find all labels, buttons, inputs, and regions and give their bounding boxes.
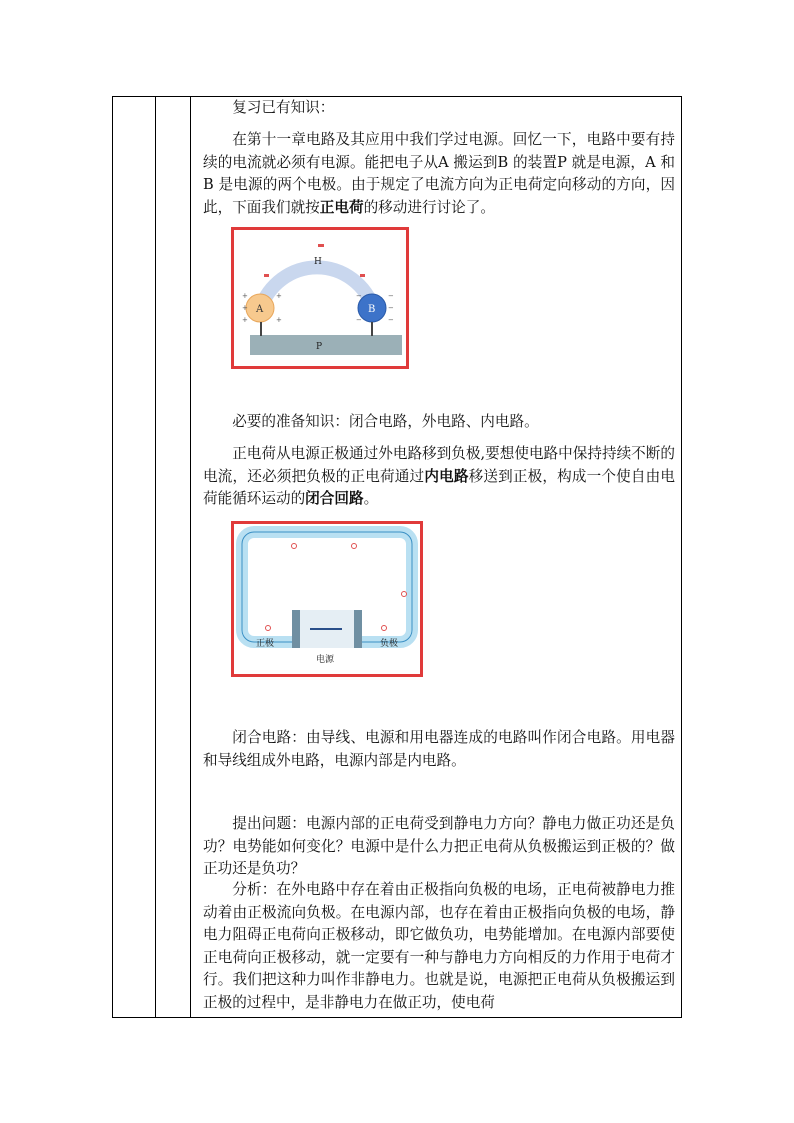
negative-plate: [354, 610, 362, 648]
svg-text:−: −: [388, 292, 394, 300]
charge-marker: [318, 244, 324, 247]
svg-text:+: +: [242, 316, 248, 324]
positive-plate: [292, 610, 300, 648]
column-divider: [190, 97, 191, 1017]
paragraph-question: 提出问题：电源内部的正电荷受到静电力方向？静电力做正功还是负功？电势能如何变化？电源中是什么力把正电荷从负极搬运到正极的？做正功还是负功？: [203, 815, 675, 877]
label-positive: 正极: [256, 639, 275, 649]
closed-circuit-diagram: [234, 524, 420, 674]
svg-text:+: +: [242, 292, 248, 300]
label-a: A: [256, 304, 264, 315]
charge-marker: [352, 544, 357, 549]
paragraph-positive-charge: [203, 443, 675, 511]
text: 正电荷从电源正极通过外电路移到负极,要想使电路中保持持续不断的电流，还必须把负极的正电荷通过: [203, 445, 675, 485]
bold-term: 正电荷: [319, 198, 364, 216]
paragraph-review: 复习已有知识：: [232, 99, 335, 116]
label-negative: 负极: [380, 639, 399, 649]
paragraph-closed-circuit: 闭合电路：由导线、电源和用电器连成的电路叫作闭合电路。用电器和导线组成外电路，电源内部是内电路。: [203, 729, 675, 769]
svg-text:−: −: [388, 316, 394, 324]
paragraph-power-source: [203, 129, 675, 219]
label-source: 电源: [316, 655, 335, 665]
device-p: [250, 335, 402, 355]
svg-text:−: −: [388, 304, 394, 312]
figure-closed-circuit: [231, 521, 423, 677]
text: 移送到正极，构成一个使自由电荷能循环运动的: [203, 467, 675, 507]
lesson-table: [112, 96, 682, 1018]
label-b: B: [368, 304, 376, 315]
charge-marker: [264, 274, 269, 277]
charge-marker: [402, 592, 407, 597]
text: 。: [363, 490, 379, 507]
wire-b: [371, 322, 373, 336]
content-cell: [197, 97, 681, 1017]
electrode-diagram: [234, 230, 406, 366]
charge-marker: [266, 626, 271, 631]
svg-text:−: −: [356, 316, 362, 324]
paragraph-prerequisite: 必要的准备知识：闭合电路，外电路、内电路。: [232, 413, 539, 430]
svg-text:+: +: [276, 316, 282, 324]
column-divider: [155, 97, 156, 1017]
bold-term: 闭合回路: [305, 490, 364, 507]
charge-marker: [360, 274, 365, 277]
paragraph-analysis: 分析：在外电路中存在着由正极指向负极的电场，正电荷被静电力推动着由正极流向负极。在电源内部，也存在着由正极指向负极的电场，静电力阻碍正电荷向正极移动，即它做负功，电势能增加。在电源内部要使正电荷向正极移动，就一定要有一种与静电力方向相反的力作用于电荷才行。我们把这种力叫作非静电力。也就是说，电源把正电荷从负极搬运到正极的过程中，是非静电力在做正功，使电荷: [203, 881, 675, 1011]
charge-marker: [292, 544, 297, 549]
bold-term: 内电路: [424, 467, 469, 485]
wire-a: [260, 322, 262, 336]
text: 的移动进行讨论了。: [363, 198, 495, 216]
svg-text:+: +: [242, 304, 248, 312]
figure-electrode-diagram: [231, 227, 409, 369]
svg-text:−: −: [356, 292, 362, 300]
charge-marker: [382, 626, 387, 631]
text: 在第十一章电路及其应用中我们学过电源。回忆一下，电路中要有持续的电流就必须有电源。能把电子从A 搬运到B 的装置P 就是电源，A 和B 是电源的两个电极。由于规定了电流方向为正电荷定向移动的方向，因此，下面我们就按: [203, 131, 675, 216]
label-p: P: [316, 342, 323, 352]
arc-conductor: [260, 267, 374, 310]
svg-text:+: +: [276, 292, 282, 300]
label-h: H: [314, 257, 322, 267]
